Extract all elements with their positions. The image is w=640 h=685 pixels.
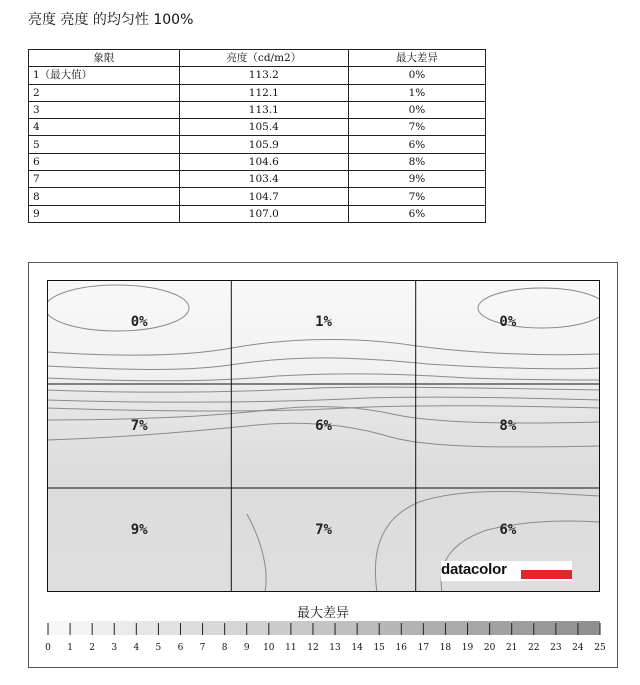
scale-tick-label: 21 <box>505 643 518 653</box>
table-header-row <box>29 50 486 67</box>
cell-quadrant: 1（最大值） <box>29 67 180 84</box>
table-row <box>29 136 486 153</box>
table-row <box>29 153 486 170</box>
scale-tick-label: 9 <box>243 643 250 653</box>
cell-luminance: 112.1 <box>179 84 348 101</box>
header-luminance: 亮度（cd/m2） <box>179 50 348 67</box>
cell-max-diff: 8% <box>348 153 485 170</box>
scale-tick-label: 19 <box>461 643 474 653</box>
cell-max-diff: 6% <box>348 136 485 153</box>
scale-tick-label: 12 <box>307 643 319 653</box>
cell-luminance: 104.6 <box>179 153 348 170</box>
scale-tick-label: 22 <box>528 643 540 653</box>
uniformity-chart-panel <box>28 262 618 668</box>
cell-max-diff: 9% <box>348 171 485 188</box>
scale-tick-label: 25 <box>594 643 606 653</box>
cell-luminance: 107.0 <box>179 205 348 222</box>
cell-label-q2: 1% <box>315 313 332 330</box>
header-max-diff: 最大差异 <box>348 50 485 67</box>
cell-luminance: 103.4 <box>179 171 348 188</box>
cell-label-q5: 6% <box>315 417 332 434</box>
cell-quadrant: 9 <box>29 205 180 222</box>
scale-tick-label: 6 <box>177 643 184 653</box>
scale-tick-label: 16 <box>395 643 407 653</box>
scale-tick-label: 7 <box>199 643 206 653</box>
cell-quadrant: 2 <box>29 84 180 101</box>
scale-tick-label: 4 <box>133 643 140 653</box>
cell-quadrant: 5 <box>29 136 180 153</box>
cell-quadrant: 7 <box>29 171 180 188</box>
cell-max-diff: 6% <box>348 205 485 222</box>
cell-label-q7: 9% <box>130 521 148 538</box>
table-row <box>29 119 486 136</box>
scale-tick-label: 20 <box>483 643 496 653</box>
scale-tick-label: 10 <box>263 643 275 653</box>
scale-title: 最大差异 <box>296 606 349 621</box>
cell-label-q4: 7% <box>130 417 148 434</box>
scale-tick-label: 5 <box>155 643 162 653</box>
cell-max-diff: 0% <box>348 67 485 84</box>
cell-luminance: 113.2 <box>179 67 348 84</box>
cell-luminance: 113.1 <box>179 101 348 118</box>
cell-label-q1: 0% <box>130 313 148 330</box>
cell-quadrant: 6 <box>29 153 180 170</box>
scale-tick-label: 15 <box>373 643 385 653</box>
table-row <box>29 67 486 84</box>
table-row <box>29 188 486 205</box>
scale-tick-label: 13 <box>329 643 341 653</box>
table-row <box>29 205 486 222</box>
cell-max-diff: 0% <box>348 101 485 118</box>
logo-accent-bar <box>521 570 572 579</box>
scale-tick-label: 14 <box>351 643 363 653</box>
cell-label-q8: 7% <box>315 521 332 538</box>
cell-label-q6: 8% <box>499 417 517 434</box>
scale-tick-label: 2 <box>89 643 96 653</box>
logo-text: datacolor <box>441 561 507 578</box>
scale-labels <box>45 621 606 661</box>
cell-luminance: 105.4 <box>179 119 348 136</box>
table-row <box>29 101 486 118</box>
scale-tick-label: 0 <box>45 643 51 653</box>
uniformity-table <box>28 49 486 223</box>
cell-luminance: 104.7 <box>179 188 348 205</box>
cell-label-q3: 0% <box>499 313 517 330</box>
table-row <box>29 84 486 101</box>
cell-max-diff: 7% <box>348 119 485 136</box>
scale-tick-label: 1 <box>67 643 73 653</box>
table-row <box>29 171 486 188</box>
page-title: 亮度 亮度 的均匀性 100% <box>28 12 194 28</box>
scale-tick-label: 8 <box>221 643 228 653</box>
scale-tick-label: 17 <box>417 643 430 653</box>
scale-tick-label: 18 <box>439 643 452 653</box>
datacolor-logo <box>441 561 572 581</box>
cell-max-diff: 1% <box>348 84 485 101</box>
cell-max-diff: 7% <box>348 188 485 205</box>
scale-tick-label: 3 <box>111 643 118 653</box>
cell-quadrant: 4 <box>29 119 180 136</box>
cell-luminance: 105.9 <box>179 136 348 153</box>
scale-tick-label: 24 <box>572 643 584 653</box>
cell-quadrant: 3 <box>29 101 180 118</box>
cell-label-q9: 6% <box>499 521 517 538</box>
scale-tick-label: 23 <box>550 643 562 653</box>
cell-quadrant: 8 <box>29 188 180 205</box>
scale-tick-label: 11 <box>285 643 297 653</box>
header-quadrant: 象限 <box>29 50 180 67</box>
